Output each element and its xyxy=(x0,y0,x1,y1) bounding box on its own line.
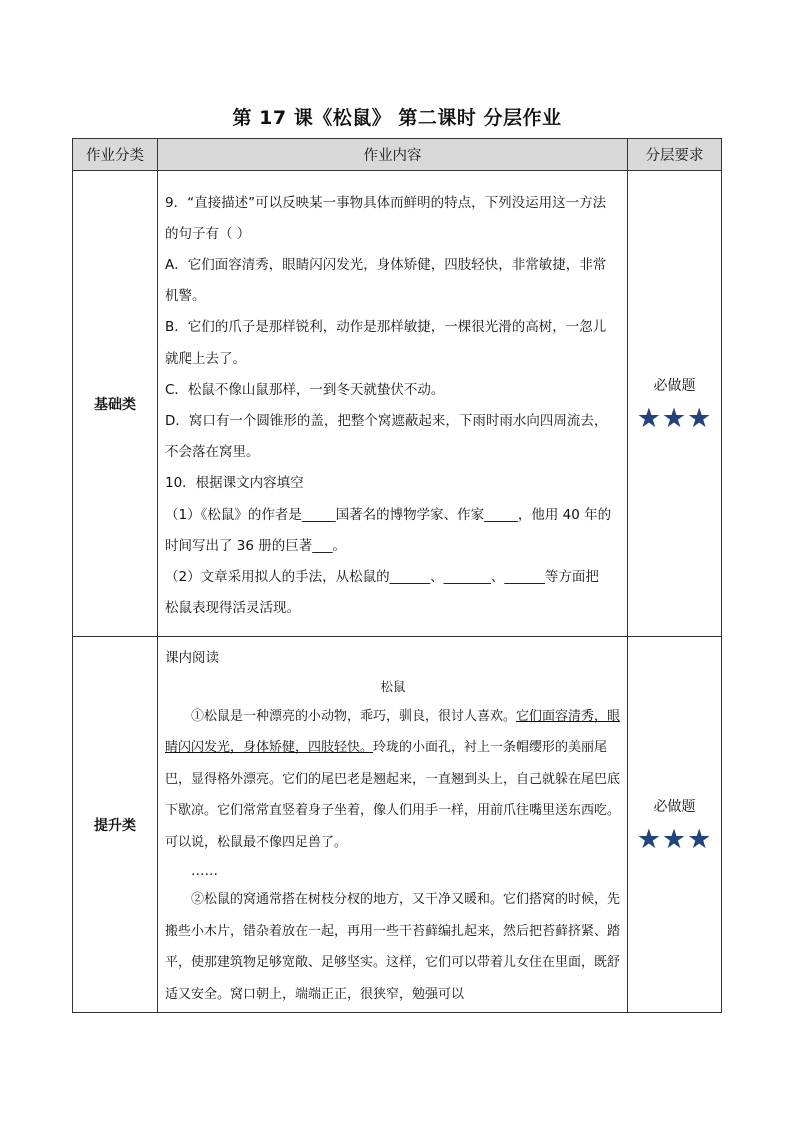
content-line: 松鼠表现得活灵活现。 xyxy=(165,600,300,617)
table-row xyxy=(73,637,722,1013)
category-cell: 基础类 xyxy=(73,171,158,637)
star-rating-icon: ★★★ xyxy=(636,403,713,434)
passage-paragraph-2: ②松鼠的窝通常搭在树枝分杈的地方，又干净又暖和。它们搭窝的时候，先搬些小木片，错杂着放在一起，再用一些干苔藓编扎起来，然后把苔藓挤紧、踏平，使那建筑物足够宽敞、足够坚实。这样，它们可以带着儿女住在里面，既舒适又安全。窝口朝上，端端正正，很狭窄，勉强可以 xyxy=(165,892,621,1002)
passage-title: 松鼠 xyxy=(380,678,406,694)
page-title: 第 17 课《松鼠》 第二课时 分层作业 xyxy=(232,107,562,129)
requirement-label: 必做题 xyxy=(653,378,696,394)
underlined-sentence: 它们面容清秀，眼睛闪闪发光，身体矫健，四肢轻快。 xyxy=(165,708,621,756)
category-cell: 提升类 xyxy=(73,637,158,1013)
requirement-cell xyxy=(628,637,722,1013)
content-line: （1）《松鼠》的作者是_____国著名的博物学家、作家_____，他用 40 年的 xyxy=(165,506,612,523)
requirement-label: 必做题 xyxy=(653,799,696,815)
content-line: A．它们面容清秀，眼睛闪闪发光，身体矫健，四肢轻快，非常敏捷，非常 xyxy=(165,256,607,273)
content-line: 就爬上去了。 xyxy=(165,350,246,367)
passage-paragraph-1 xyxy=(165,701,621,859)
homework-table xyxy=(72,138,722,1013)
content-line: B．它们的爪子是那样锐利，动作是那样敏捷，一棵很光滑的高树，一忽儿 xyxy=(165,319,607,336)
reading-lead: 课内阅读 xyxy=(165,649,219,666)
paragraph-text: 玲珑的小面孔，衬上一条帽缨形的美丽尾巴，显得格外漂亮。它们的尾巴老是翘起来，一直翘到头上，自己就躲在尾巴底下歇凉。它们常常直竖着身子坐着，像人们用手一样，用前爪往嘴里送东西吃。可以说，松鼠最不像四足兽了。 xyxy=(165,740,621,850)
content-line: C．松鼠不像山鼠那样，一到冬天就蛰伏不动。 xyxy=(165,381,445,398)
star-rating-icon: ★★★ xyxy=(636,824,713,855)
content-line: 的句子有（ ） xyxy=(165,225,251,242)
content-line: 不会落在窝里。 xyxy=(165,444,260,461)
content-line: 10．根据课文内容填空 xyxy=(165,475,304,492)
paragraph-text: ①松鼠是一种漂亮的小动物，乖巧，驯良，很讨人喜欢。 xyxy=(191,708,517,724)
table-header-row xyxy=(73,139,722,171)
ellipsis: …… xyxy=(191,863,218,880)
content-line: （2）文章采用拟人的手法，从松鼠的______、_______、______等方面把 xyxy=(165,569,599,586)
content-line: D．窝口有一个圆锥形的盖，把整个窝遮蔽起来，下雨时雨水向四周流去， xyxy=(165,413,608,429)
content-line: 时间写出了 36 册的巨著___。 xyxy=(165,537,347,554)
content-line: 机警。 xyxy=(165,288,206,305)
header-category: 作业分类 xyxy=(73,139,158,171)
header-requirement: 分层要求 xyxy=(628,139,722,171)
content-cell xyxy=(158,171,628,637)
requirement-cell xyxy=(628,171,722,637)
header-content: 作业内容 xyxy=(158,139,628,171)
table-row xyxy=(73,171,722,637)
content-line: 9．“直接描述”可以反映某一事物具体而鲜明的特点，下列没运用这一方法 xyxy=(165,194,607,211)
content-cell xyxy=(158,637,628,1013)
